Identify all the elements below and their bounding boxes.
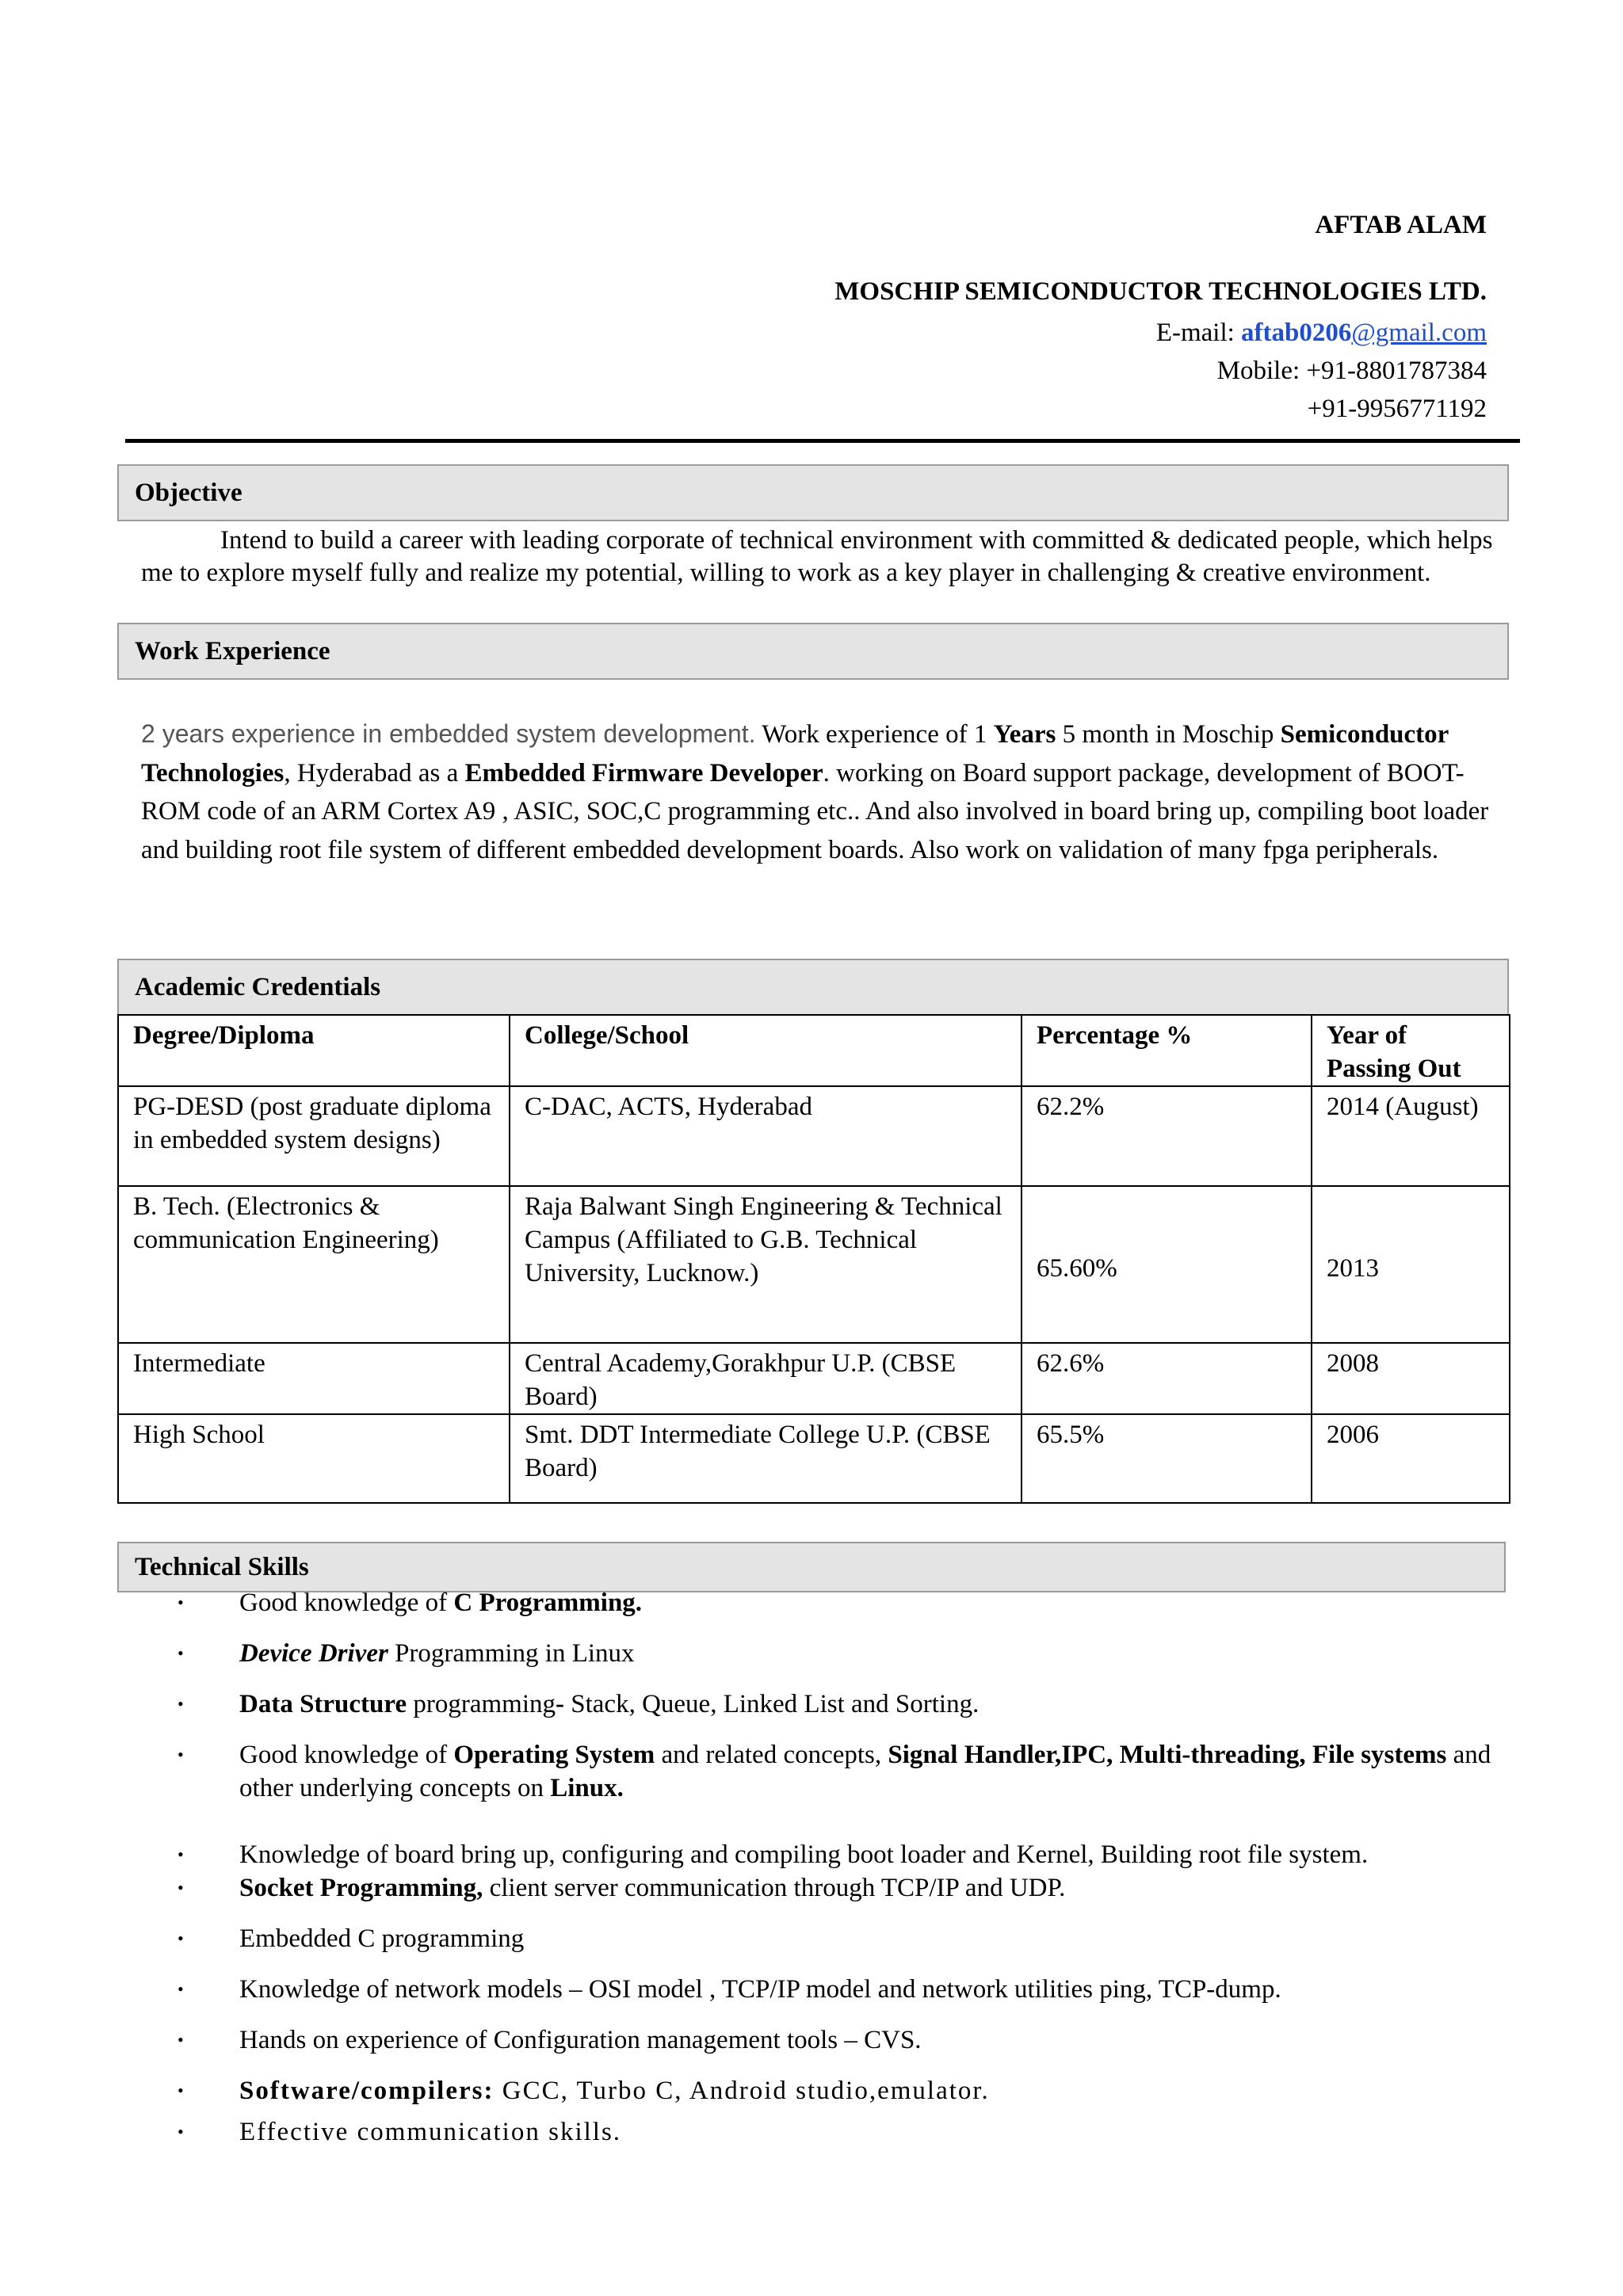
table-row: [118, 1343, 1510, 1414]
email-line: [1156, 317, 1487, 349]
bullet-icon: •: [178, 1745, 184, 1764]
skills-list: [178, 1586, 1514, 2149]
email-link-domain[interactable]: @gmail.com: [1351, 318, 1487, 347]
objective-text: [141, 524, 1504, 589]
bullet-icon: •: [178, 2081, 184, 2100]
header-year: Year of Passing Out: [1312, 1015, 1510, 1086]
work-experience-text: [141, 715, 1504, 869]
bullet-icon: •: [178, 1844, 184, 1864]
cell-degree: Intermediate: [118, 1343, 510, 1414]
skill-text: Effective communication skills.: [239, 2118, 622, 2146]
work-bold-company: Semiconductor Technologies: [141, 720, 1449, 788]
cell-degree: High School: [118, 1414, 510, 1503]
table-row: [118, 1086, 1510, 1186]
bullet-icon: •: [178, 1643, 184, 1663]
work-text-4: . working on Board support package, development of BOOT-ROM code of an ARM Cortex A9 , ASIC, SOC,C programming etc.. And also involved in board bring up, compiling boot loader and building root file system of different embedded development boards. Also work on validation of many fpga peripherals.: [141, 758, 1489, 864]
skill-text: client server communication through TCP/IP and UDP.: [483, 1874, 1066, 1902]
skill-text: Programming in Linux: [388, 1639, 635, 1668]
list-item: [178, 2115, 1514, 2149]
header-percentage: Percentage %: [1022, 1015, 1312, 1086]
bullet-icon: •: [178, 1928, 184, 1948]
bullet-icon: •: [178, 2122, 184, 2142]
work-text-2: 5 month in Moschip: [1056, 720, 1281, 749]
cell-college: C-DAC, ACTS, Hyderabad: [510, 1086, 1022, 1186]
header-degree: Degree/Diploma: [118, 1015, 510, 1086]
list-item: [178, 1922, 1514, 1955]
cell-college: Raja Balwant Singh Engineering & Technical Campus (Affiliated to G.B. Technical University, Lucknow.): [510, 1186, 1022, 1343]
list-item: [178, 1973, 1514, 2006]
cell-percentage: 62.6%: [1022, 1343, 1312, 1414]
cell-college: Smt. DDT Intermediate College U.P. (CBSE Board): [510, 1414, 1022, 1503]
header-college: College/School: [510, 1015, 1022, 1086]
email-link-user[interactable]: aftab0206: [1241, 318, 1352, 347]
work-text-1: Work experience of 1: [755, 720, 994, 749]
list-item: [178, 1738, 1514, 1805]
technical-skills-heading: Technical Skills: [117, 1542, 1506, 1592]
cell-percentage: 65.60%: [1022, 1186, 1312, 1343]
cell-year: 2008: [1312, 1343, 1510, 1414]
skill-bold-italic: Device Driver: [239, 1639, 388, 1668]
cell-percentage: 65.5%: [1022, 1414, 1312, 1503]
skill-bold: Socket Programming,: [239, 1874, 483, 1902]
company-name: MOSCHIP SEMICONDUCTOR TECHNOLOGIES LTD.: [834, 277, 1487, 306]
skill-text: Hands on experience of Configuration management tools – CVS.: [239, 2026, 922, 2054]
cell-degree: B. Tech. (Electronics & communication Engineering): [118, 1186, 510, 1343]
list-item: [178, 1871, 1514, 1905]
skill-text: and related concepts,: [655, 1741, 888, 1769]
bullet-icon: •: [178, 1979, 184, 1999]
skill-text: and other underlying concepts on: [239, 1741, 1491, 1802]
cell-year: 2006: [1312, 1414, 1510, 1503]
bullet-icon: •: [178, 1694, 184, 1714]
table-row: [118, 1414, 1510, 1503]
skill-bold: Data Structure: [239, 1690, 407, 1718]
list-item: [178, 1838, 1514, 1871]
skill-bold: Signal Handler,IPC, Multi-threading, File systems: [888, 1741, 1447, 1769]
academic-table: [117, 1014, 1510, 1504]
mobile-number-alt: +91-9956771192: [1307, 395, 1487, 423]
cell-percentage: 62.2%: [1022, 1086, 1312, 1186]
objective-body: Intend to build a career with leading corporate of technical environment with committed & dedicated people, which helps me to explore myself fully and realize my potential, willing to work as a key player in challenging & creative environment.: [141, 526, 1493, 587]
candidate-name: AFTAB ALAM: [1315, 211, 1487, 239]
cell-college: Central Academy,Gorakhpur U.P. (CBSE Board): [510, 1343, 1022, 1414]
cell-year: 2013: [1312, 1186, 1510, 1343]
skill-bold: C Programming.: [453, 1589, 643, 1617]
bullet-icon: •: [178, 1592, 184, 1612]
skill-text: Embedded C programming: [239, 1924, 525, 1953]
skill-text: programming: [407, 1690, 556, 1718]
work-lead: 2 years experience in embedded system development.: [141, 719, 756, 748]
work-bold-years: Years: [993, 720, 1056, 749]
skill-text: Knowledge of board bring up, configuring and compiling boot loader and Kernel, Building root file system.: [239, 1840, 1369, 1869]
skill-bold: Linux.: [550, 1774, 624, 1802]
skill-bold: Operating System: [453, 1741, 655, 1769]
mobile-number: Mobile: +91-8801787384: [1216, 357, 1487, 385]
skill-text: Stack, Queue, Linked List and Sorting.: [564, 1690, 980, 1718]
work-text-3: , Hyderabad as a: [284, 758, 465, 788]
email-label: E-mail:: [1155, 318, 1242, 347]
cell-year: 2014 (August): [1312, 1086, 1510, 1186]
skill-text: Good knowledge of: [239, 1741, 454, 1769]
header-divider: [125, 439, 1520, 443]
cell-degree: PG-DESD (post graduate diploma in embedded system designs): [118, 1086, 510, 1186]
work-bold-role: Embedded Firmware Developer: [464, 758, 823, 788]
academic-heading: Academic Credentials: [117, 959, 1509, 1016]
list-item: [178, 1688, 1514, 1721]
list-item: [178, 1637, 1514, 1670]
skill-text: Knowledge of network models – OSI model , TCP/IP model and network utilities ping, TCP-dump.: [239, 1975, 1281, 2004]
list-item: [178, 2074, 1514, 2107]
bullet-icon: •: [178, 2030, 184, 2050]
list-item: [178, 1586, 1514, 1619]
table-header-row: [118, 1015, 1510, 1086]
table-row: [118, 1186, 1510, 1343]
skill-bold-dash: -: [556, 1690, 564, 1718]
bullet-icon: •: [178, 1878, 184, 1897]
work-experience-heading: Work Experience: [117, 623, 1509, 680]
list-item: [178, 2023, 1514, 2057]
skill-text: Good knowledge of: [239, 1589, 454, 1617]
skill-bold: Software/compilers:: [239, 2077, 495, 2105]
skill-text: GCC, Turbo C, Android studio,emulator.: [494, 2077, 990, 2105]
objective-heading: Objective: [117, 464, 1509, 521]
